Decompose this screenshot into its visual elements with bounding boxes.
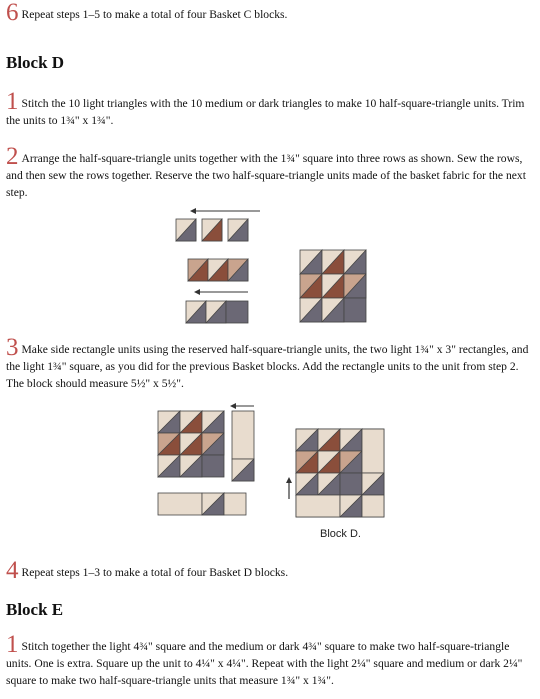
side-rectangle-unit-vertical xyxy=(232,411,254,481)
step-number: 1 xyxy=(6,631,19,658)
row-1-arrow xyxy=(190,208,260,214)
block-d-step-1 xyxy=(6,88,534,129)
assembled-center-unit xyxy=(300,250,366,322)
step-number: 1 xyxy=(6,88,19,115)
block-d-heading: Block D xyxy=(6,53,65,72)
block-d-assembled xyxy=(296,429,384,517)
step-number: 3 xyxy=(6,334,19,361)
block-e-step-1 xyxy=(6,631,534,689)
row-3-arrow xyxy=(194,289,248,295)
center-unit xyxy=(158,411,224,477)
hst-row-1 xyxy=(176,219,248,241)
block-d-step-2 xyxy=(6,143,534,201)
step-text: Repeat steps 1–3 to make a total of four Basket D blocks. xyxy=(21,566,289,579)
step-number: 4 xyxy=(6,557,19,584)
step-text: Arrange the half-square-triangle units together with the 1¾" square into three rows as shown. Sew the rows, and then sew the rows together. Reserve the two half-square-triangle units made of the basket fabric for the next step. xyxy=(6,152,526,199)
step-2-diagram xyxy=(170,207,380,329)
step-6 xyxy=(6,0,534,26)
block-d-step-4 xyxy=(6,557,534,584)
step-3-diagram xyxy=(150,403,390,545)
step-text: Make side rectangle units using the reserved half-square-triangle units, the two light 1¾" x 3" rectangles, and the light 1¾" square, as you did for the previous Basket blocks. Add the rectangle units to the unit from step 2. The block should measure 5½" x 5½". xyxy=(6,343,529,390)
step-number: 2 xyxy=(6,143,19,170)
hst-row-3 xyxy=(186,301,248,323)
step-text: Stitch the 10 light triangles with the 10 medium or dark triangles to make 10 half-square-triangle units. Trim the units to 1¾" x 1¾". xyxy=(6,97,525,127)
step-number: 6 xyxy=(6,0,19,26)
block-d-step-3 xyxy=(6,334,534,392)
step-text: Stitch together the light 4¾" square and the medium or dark 4¾" square to make two half-square-triangle units. One is extra. Square up the unit to 4¼" x 4¼". Repeat with the light 2¼" square and medium or dark 2¼" square to make two half-square-triangle units that measure 1¾" x 1¾". xyxy=(6,640,523,687)
side-rectangle-unit-horizontal xyxy=(158,493,246,515)
side-strip-arrow xyxy=(230,403,254,409)
hst-row-2 xyxy=(188,259,248,281)
bottom-strip-arrow xyxy=(286,477,292,499)
step-text: Repeat steps 1–5 to make a total of four Basket C blocks. xyxy=(21,8,288,21)
block-d-caption: Block D. xyxy=(320,528,361,540)
block-e-heading: Block E xyxy=(6,600,64,619)
